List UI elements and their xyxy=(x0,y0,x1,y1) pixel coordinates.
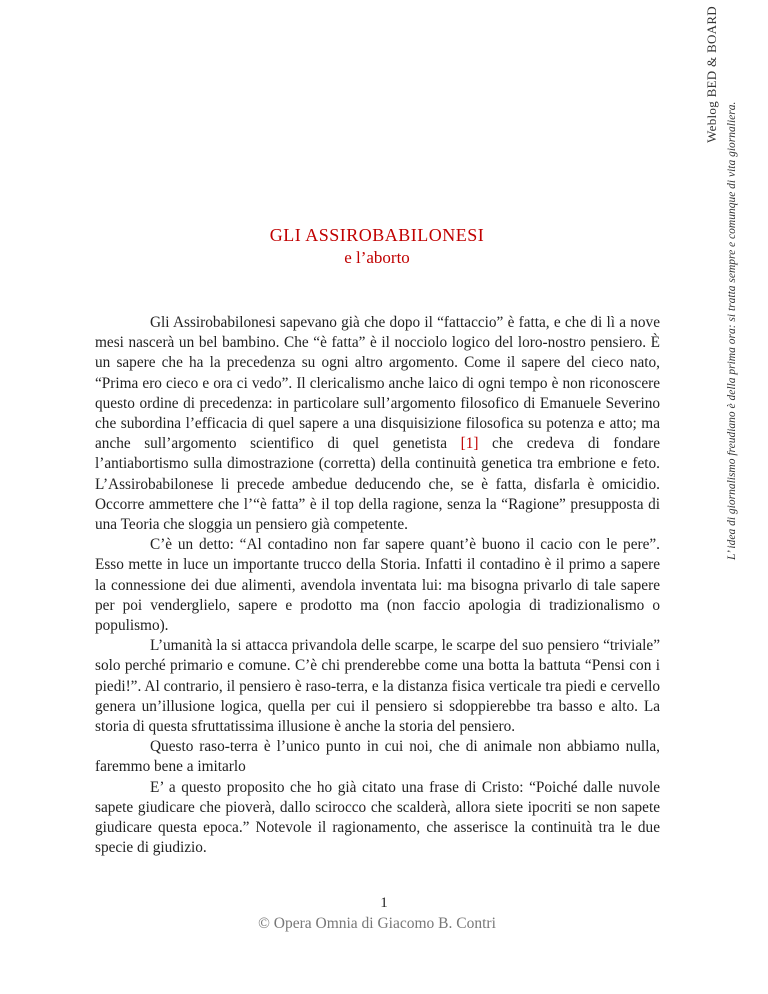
document-title: GLI ASSIROBABILONESI xyxy=(269,225,485,245)
side-banner xyxy=(700,0,760,560)
article-body xyxy=(95,313,660,858)
footnote-reference-1[interactable]: [1] xyxy=(460,435,479,453)
page-number: 1 xyxy=(380,895,388,911)
paragraph-5: E’ a questo proposito che ho già citato una frase di Cristo: “Poiché dalle nuvole sapete giudicare che pioverà, dallo scirocco che scalderà, allora siete ipocriti se non sapete giudicare questa epoca.” Notevole il ragionamento, che asserisce la continuità tra le due specie di giudizio. xyxy=(95,778,660,857)
weblog-brand: Weblog BED & BOARD xyxy=(704,6,719,143)
paragraph-3: L’umanità la si attacca privandola delle scarpe, le scarpe del suo pensiero “triviale” solo perché primario e comune. C’è chi prenderebbe come una botta la battuta “Pensi con i piedi!”. Al contrario, il pensiero è raso-terra, e la distanza fisica verticale tra piedi e cervello genera un’illusione logica, quella per cui il pensiero si sdoppierebbe tra basso e alto. La storia di questa sfruttatissima illusione è anche la storia del pensiero. xyxy=(95,637,660,736)
paragraph-1-text-b: che credeva di fondare l’antiabortismo sulla dimostrazione (corretta) della continuità genetica tra embrione e feto. L’Assirobabilonese li precede ambedue deducendo che, se è fatta, disfarla è omicidio. Occorre ammettere che l’“è fatta” è il top della ragione, senza la “Ragione” presupposta di una Teoria che sloggia un pensiero già competente. xyxy=(95,435,661,534)
paragraph-1 xyxy=(95,313,660,535)
paragraph-4: Questo raso-terra è l’unico punto in cui noi, che di animale non abbiamo nulla, faremmo bene a imitarlo xyxy=(95,738,660,776)
paragraph-1-text-a: Gli Assirobabilonesi sapevano già che dopo il “fattaccio” è fatta, e che di lì a nove mesi nascerà un bel bambino. Che “è fatta” è il nocciolo logico del loro-nostro pensiero. È un sapere che ha la precedenza su ogni altro argomento. Come il sapere del cieco nato, “Prima ero cieco e ora ci vedo”. Il clericalismo anche laico di ogni tempo è non riconoscere questo ordine di precedenza: in particolare sull’argomento filosofico di Emanuele Severino che subordina l’efficacia di quel sapere a una disquisizione filosofica su potenza e atto; ma anche sull’argomento scientifico di quel genetista xyxy=(95,314,660,453)
weblog-tagline: L’ idea di giornalismo freudiano è della prima ora: si tratta sempre e comunque di vita giornaliera. xyxy=(726,101,738,560)
paragraph-2: C’è un detto: “Al contadino non far sapere quant’è buono il cacio con le pere”. Esso mette in luce un importante trucco della Storia. Infatti il contadino è il primo a sapere la connessione dei due alimenti, avendola inventata lui: ma bisogna privarlo di tale sapere per poi venderglielo, sapere e prodotto ma (non faccio apologia di tradizionalismo o populismo). xyxy=(95,536,660,635)
footer-copyright: © Opera Omnia di Giacomo B. Contri xyxy=(258,915,496,932)
document-subtitle: e l’aborto xyxy=(344,248,410,267)
title-block xyxy=(150,225,604,268)
